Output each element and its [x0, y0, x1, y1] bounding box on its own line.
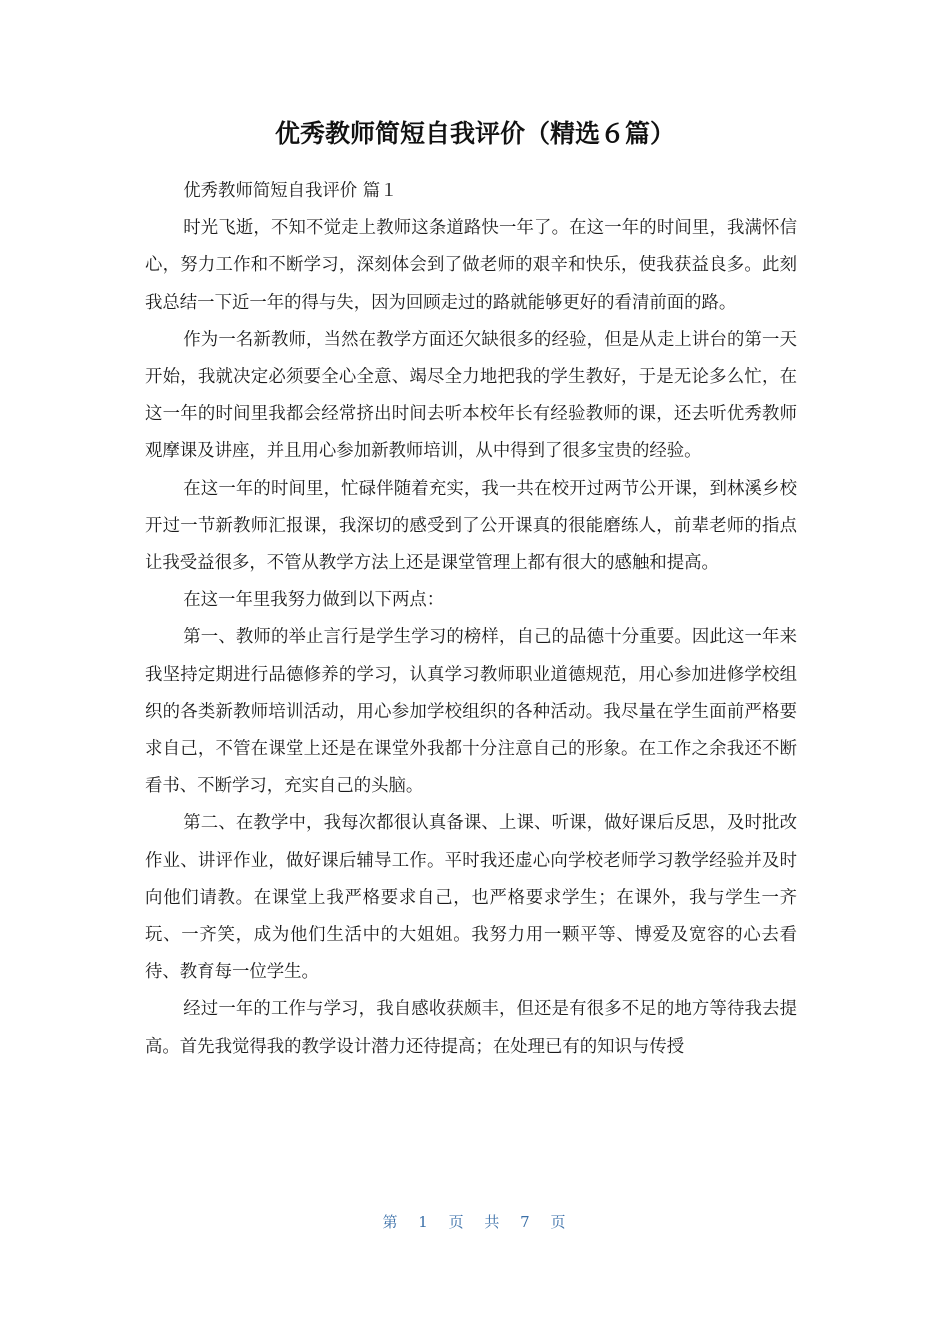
paragraph-6: 第二、在教学中，我每次都很认真备课、上课、听课，做好课后反思，及时批改作业、讲评作业，做好课后辅导工作。平时我还虚心向学校老师学习教学经验并及时向他们请教。在课堂上我严格要求自己，也严格要求学生；在课外，我与学生一齐玩、一齐笑，成为他们生活中的大姐姐。我努力用一颗平等、博爱及宽容的心去看待、教育每一位学生。: [145, 813, 797, 983]
section-heading: 优秀教师简短自我评价 篇１: [183, 181, 398, 201]
paragraph-5: 第一、教师的举止言行是学生学习的榜样，自己的品德十分重要。因此这一年来我坚持定期进行品德修养的学习，认真学习教师职业道德规范，用心参加进修学校组织的各类新教师培训活动，用心参加学校组织的各种活动。我尽量在学生面前严格要求自己，不管在课堂上还是在课堂外我都十分注意自己的形象。在工作之余我还不断看书、不断学习，充实自己的头脑。: [145, 627, 797, 797]
paragraph-4: 在这一年里我努力做到以下两点：: [183, 590, 445, 611]
page-number-footer: 第 1 页 共 7 页: [382, 1213, 568, 1231]
document-body: [145, 173, 797, 1066]
paragraph-7: 经过一年的工作与学习，我自感收获颇丰，但还是有很多不足的地方等待我去提高。首先我觉得我的教学设计潜力还待提高；在处理已有的知识与传授: [145, 999, 797, 1057]
paragraph-3: 在这一年的时间里，忙碌伴随着充实，我一共在校开过两节公开课，到林溪乡校开过一节新教师汇报课，我深切的感受到了公开课真的很能磨练人，前辈老师的指点让我受益很多，不管从教学方法上还是课堂管理上都有很大的感触和提高。: [145, 478, 797, 574]
paragraph-1: 时光飞逝，不知不觉走上教师这条道路快一年了。在这一年的时间里，我满怀信心，努力工作和不断学习，深刻体会到了做老师的艰辛和快乐，使我获益良多。此刻我总结一下近一年的得与失，因为回顾走过的路就能够更好的看清前面的路。: [145, 218, 797, 313]
paragraph-2: 作为一名新教师，当然在教学方面还欠缺很多的经验，但是从走上讲台的第一天开始，我就决定必须要全心全意、竭尽全力地把我的学生教好，于是无论多么忙，在这一年的时间里我都会经常挤出时间去听本校年长有经验教师的课，还去听优秀教师观摩课及讲座，并且用心参加新教师培训，从中得到了很多宝贵的经验。: [145, 329, 797, 462]
document-title: 优秀教师简短自我评价（精选６篇）: [274, 119, 675, 148]
